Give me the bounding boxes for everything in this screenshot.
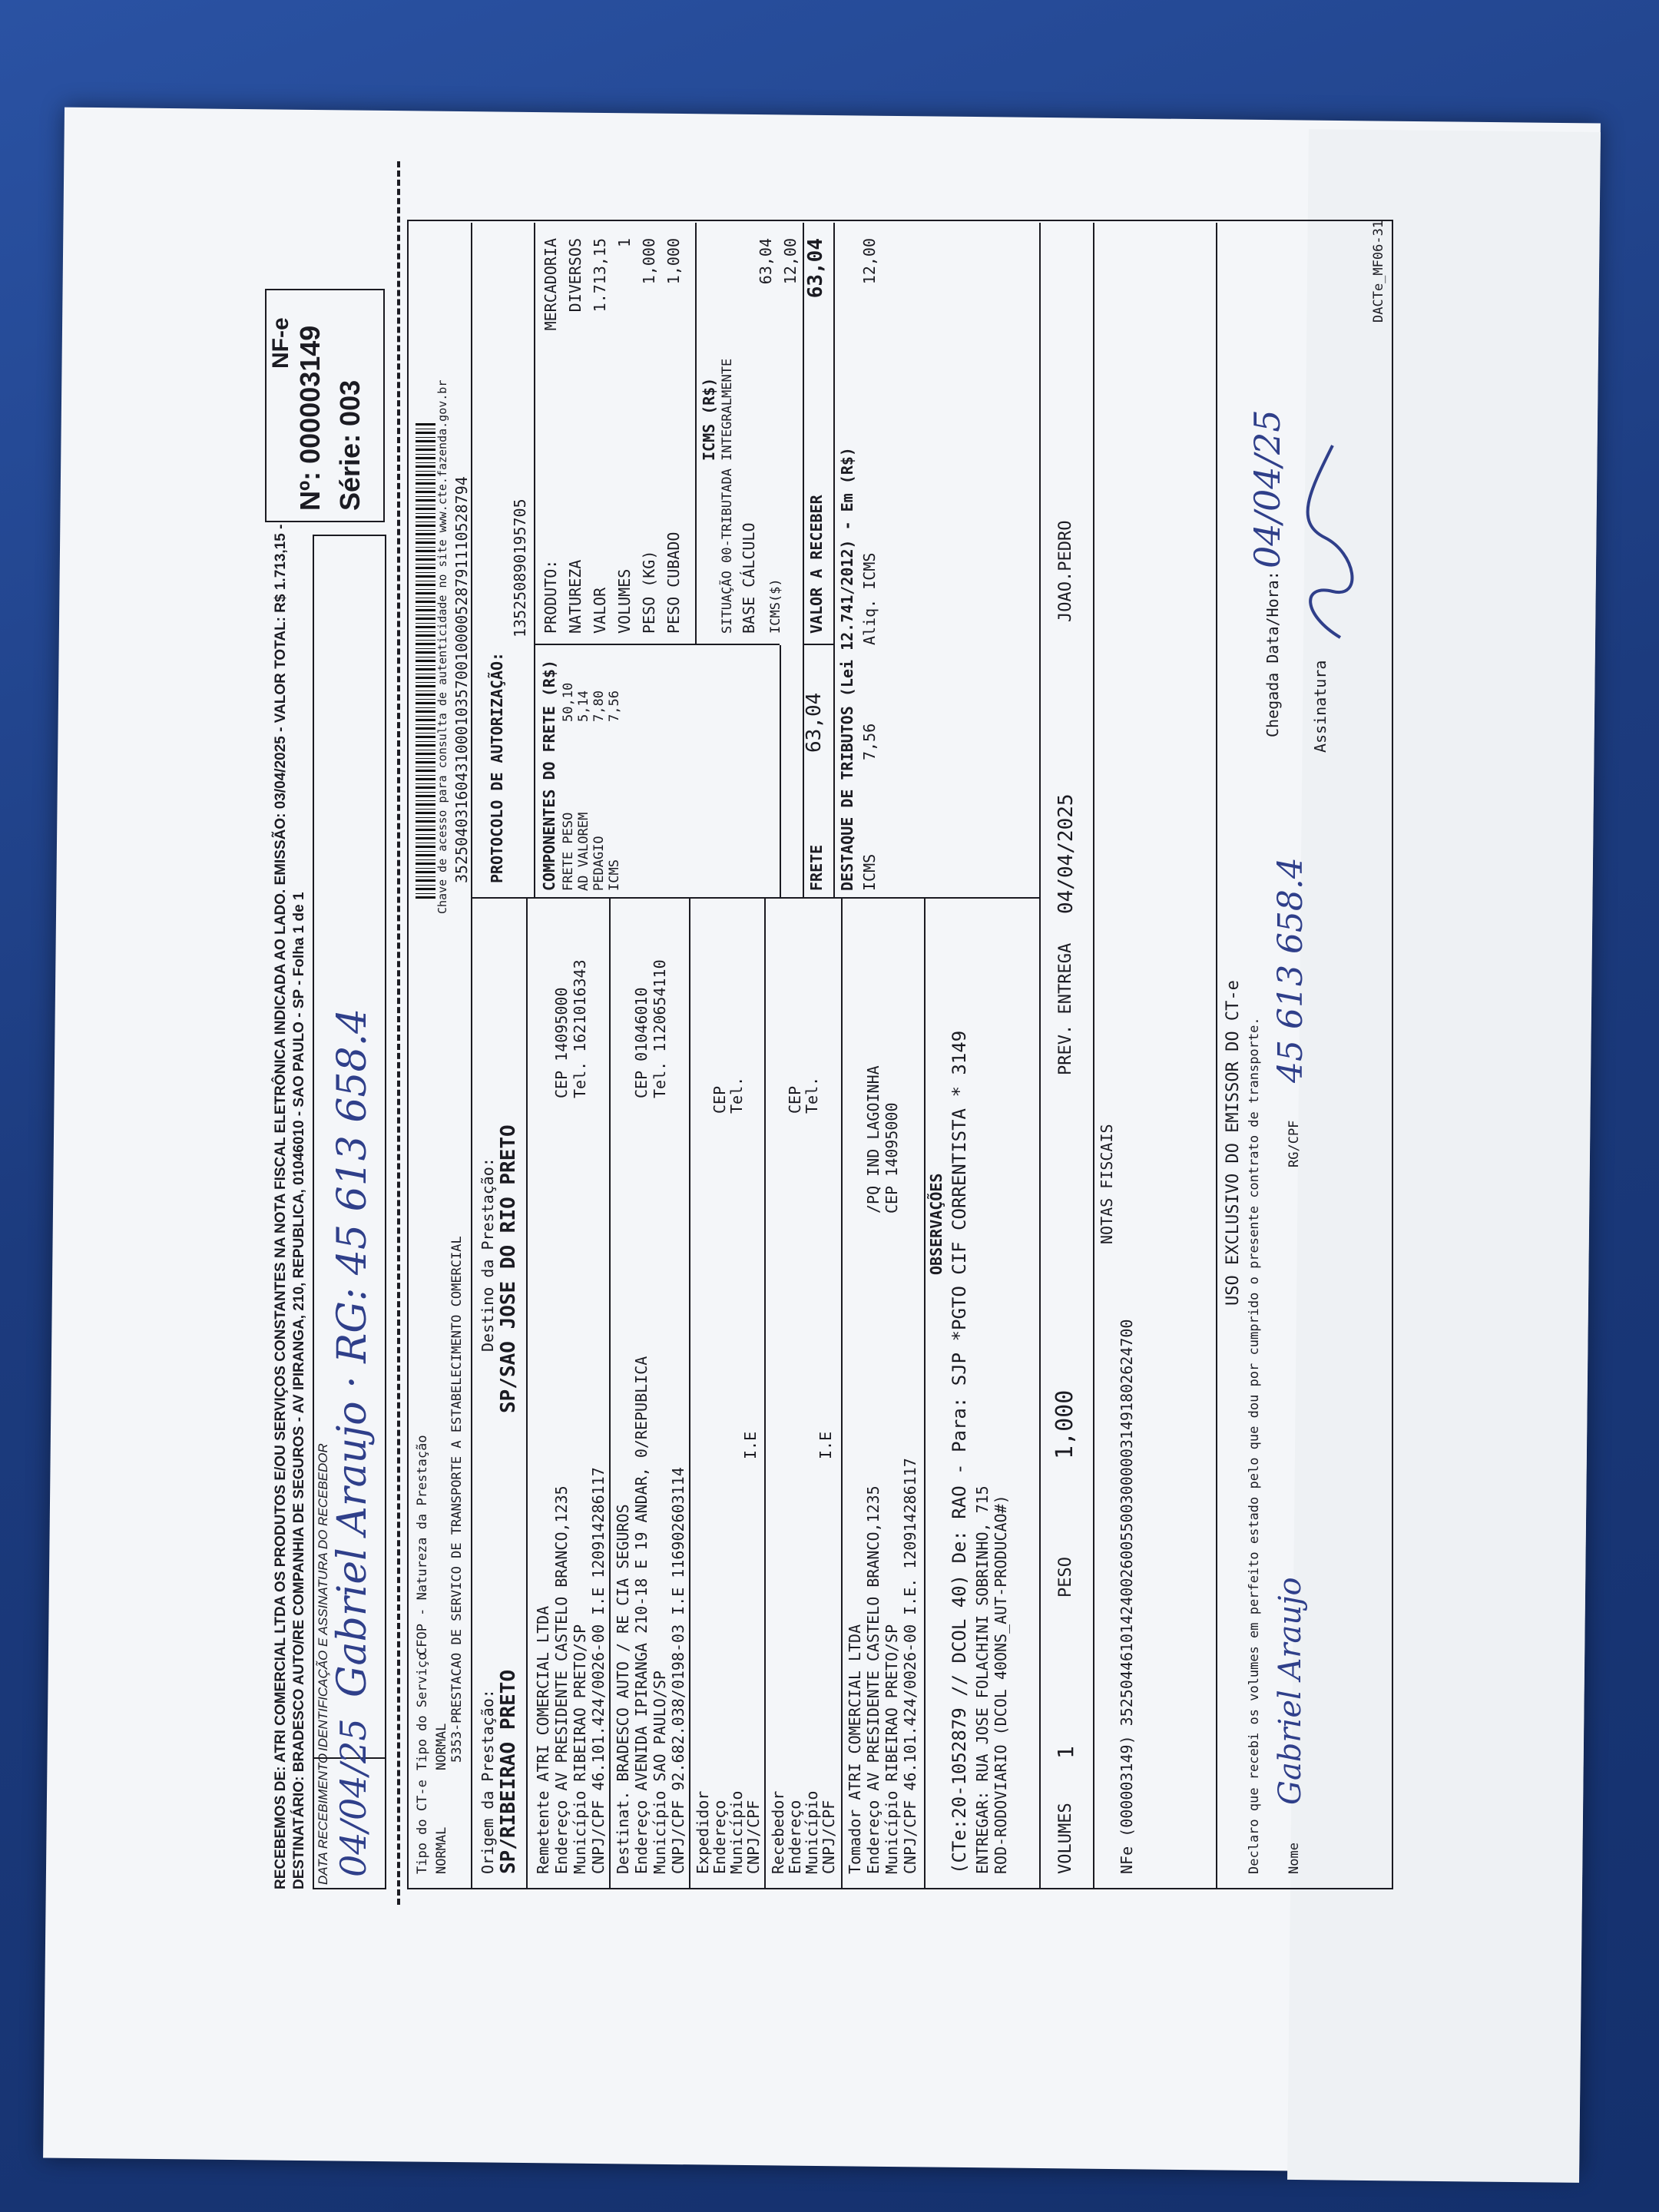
amount-receivable-label: VALOR A RECEBER xyxy=(807,495,826,634)
payer-address: Endereço AV PRESIDENTE CASTELO BRANCO,1235 xyxy=(864,1485,882,1874)
cut-line xyxy=(397,161,400,1905)
component-value: 50,10 xyxy=(561,682,576,722)
name-label: Nome xyxy=(1286,1843,1302,1874)
taxes-icms-label: ICMS xyxy=(860,853,879,891)
shipper-phone-label: Tel. xyxy=(727,1076,746,1114)
invoices-title: NOTAS FISCAIS xyxy=(1098,1124,1116,1244)
date-received-handwritten: 04/04/25 xyxy=(333,1718,374,1877)
icms-value: 12,00 xyxy=(781,238,800,285)
delivery-forecast-label: PREV. ENTREGA xyxy=(1056,942,1075,1075)
receiver-address-label: Endereço xyxy=(786,1800,804,1874)
taxes-title: DESTAQUE DE TRIBUTOS (Lei 12.741/2012) - Em (R$) xyxy=(838,447,856,891)
shipper-ie-label: I.E xyxy=(741,1431,760,1459)
nfe-label: NF-e xyxy=(268,317,293,369)
receiver-ie-label: I.E xyxy=(816,1431,835,1459)
receiver-signature-handwritten: Gabriel Araujo · RG: 45 613 658.4 xyxy=(329,1008,376,1697)
tipo-cte-value: NORMAL xyxy=(434,1826,449,1874)
icms-base-value: 63,04 xyxy=(757,238,775,285)
cte-document xyxy=(265,138,1417,1905)
tipo-servico-value: NORMAL xyxy=(434,1723,449,1770)
cfop-value: 5353-PRESTACAO DE SERVICO DE TRANSPORTE A ESTABELECIMENTO COMERCIAL xyxy=(449,1236,465,1763)
weight-footer-label: PESO xyxy=(1056,1557,1075,1598)
receiver-cnpj-label: CNPJ/CPF xyxy=(820,1800,838,1874)
receiver-sign-label: IDENTIFICAÇÃO E ASSINATURA DO RECEBEDOR xyxy=(316,1443,330,1751)
salesperson: JOAO.PEDRO xyxy=(1056,520,1075,622)
receiver-phone-label: Tel. xyxy=(803,1076,821,1114)
date-received-label: DATA RECEBIMENTO xyxy=(316,1753,330,1885)
component-label: PEDAGIO xyxy=(591,836,607,891)
cubed-weight-label: PESO CUBADO xyxy=(664,531,683,634)
sender-address: Endereço AV PRESIDENTE CASTELO BRANCO,1235 xyxy=(552,1485,571,1874)
payer-district: /PQ IND LAGOINHA xyxy=(864,1065,882,1214)
nfe-number: Nº: 000003149 xyxy=(294,325,326,511)
issuer-use-title: USO EXCLUSIVO DO EMISSOR DO CT-e xyxy=(1224,980,1243,1306)
product-label: PRODUTO: xyxy=(541,559,560,634)
arrival-datetime-label: Chegada Data/Hora: xyxy=(1263,571,1282,737)
product-value: MERCADORIA xyxy=(541,238,560,331)
origin-label: Origem da Prestação: xyxy=(478,1689,497,1874)
declaration-text: Declaro que recebi os volumes em perfeito estado pelo que dou por cumprido o presente contrato de transporte. xyxy=(1247,1017,1262,1874)
observations-route: ROD-RODOVIARIO (DCOL 40ONS_AUT-PRODUCAO#) xyxy=(992,1495,1010,1874)
weight-footer-value: 1,000 xyxy=(1051,1389,1078,1459)
icms-base-label: BASE CÁLCULO xyxy=(740,522,758,634)
shipper-label: Expedidor xyxy=(694,1790,712,1874)
shipper-cep-label: CEP xyxy=(710,1085,729,1114)
component-value: 7,80 xyxy=(591,690,607,722)
recipient-phone: Tel. 1120654110 xyxy=(651,959,669,1098)
receiver-city-label: Município xyxy=(803,1790,821,1874)
sender-city: Município RIBEIRAO PRETO/SP xyxy=(571,1624,589,1874)
freight-label: FRETE xyxy=(807,844,826,891)
sender-cnpj: CNPJ/CPF 46.101.424/0026-00 I.E 120914286117 xyxy=(589,1467,608,1874)
form-code: DACTe_MF06-31 xyxy=(1371,220,1386,323)
component-value: 5,14 xyxy=(576,690,591,722)
cfop-label: CFOP - Natureza da Prestação xyxy=(415,1435,430,1655)
icms-box-title: ICMS (R$) xyxy=(700,377,718,461)
freight-value: 63,04 xyxy=(803,692,826,753)
access-key-value: 35250403160431000103570010000528791110528794 xyxy=(452,476,471,883)
nature-value: DIVERSOS xyxy=(566,238,584,313)
shipper-cnpj-label: CNPJ/CPF xyxy=(744,1800,763,1874)
volumes-value: 1 xyxy=(615,238,634,248)
volumes-footer-value: 1 xyxy=(1053,1746,1078,1759)
tipo-servico-label: Tipo do Serviço xyxy=(415,1652,430,1770)
name-handwritten: Gabriel Araujo xyxy=(1273,1577,1308,1805)
arrival-datetime-handwritten: 04/04/25 xyxy=(1247,409,1288,568)
receipt-destinatario: DESTINATÁRIO: BRADESCO AUTO/RE COMPANHIA DE SEGUROS - AV IPIRANGA, 210, REPUBLICA, 01046010 - SAO PAULO - SP - Folha 1 de 1 xyxy=(291,892,307,1889)
cte-frame xyxy=(407,220,1393,1889)
receipt-text: RECEBEMOS DE: ATRI COMERCIAL LTDA OS PRODUTOS E/OU SERVIÇOS CONSTANTES NA NOTA FISCAL ELETRÔNICA INDICADA AO LADO. EMISSÃO: 03/04/2025 - VALOR TOTAL: R$ 1.713,15 - xyxy=(273,524,289,1889)
origin-value: SP/RIBEIRAO PRETO xyxy=(497,1669,520,1874)
sender-name: Remetente ATRI COMERCIAL LTDA xyxy=(534,1605,552,1874)
volumes-label: VOLUMES xyxy=(615,568,634,634)
freight-components-title: COMPONENTES DO FRETE (R$) xyxy=(540,659,558,891)
component-value: 7,56 xyxy=(607,690,622,722)
component-label: AD VALOREM xyxy=(576,812,591,891)
protocol-label: PROTOCOLO DE AUTORIZAÇÃO: xyxy=(488,651,506,883)
id-handwritten: 45 613 658.4 xyxy=(1271,857,1310,1083)
icms-label: ICMS($) xyxy=(768,578,783,634)
payer-name: Tomador ATRI COMERCIAL LTDA xyxy=(846,1624,864,1874)
recipient-city: Município SAO PAULO/SP xyxy=(651,1671,669,1874)
signature-label: Assinatura xyxy=(1311,660,1330,753)
invoice-key: NFe (000003149) 35250446101424002600550030000031491802624700 xyxy=(1118,1319,1136,1874)
protocol-value: 135250890195705 xyxy=(511,498,529,637)
amount-receivable-value: 63,04 xyxy=(804,238,827,299)
recipient-name: Destinat. BRADESCO AUTO / RE CIA SEGUROS xyxy=(614,1504,632,1874)
access-key-label: Chave de acesso para consulta de autenticidade no site www.cte.fazenda.gov.br xyxy=(435,379,449,914)
component-label: FRETE PESO xyxy=(561,812,576,891)
sender-phone: Tel. 1621016343 xyxy=(571,959,589,1098)
payer-city: Município RIBEIRAO PRETO/SP xyxy=(882,1624,901,1874)
cubed-weight-value: 1,000 xyxy=(664,238,683,285)
destination-label: Destino da Prestação: xyxy=(478,1157,497,1352)
observations-delivery: ENTREGAR: RUA JOSE FOLACHINI SOBRINHO, 715 xyxy=(973,1485,992,1874)
id-label: RG/CPF xyxy=(1286,1120,1302,1167)
component-label: ICMS xyxy=(607,859,622,891)
destination-value: SP/SAO JOSE DO RIO PRETO xyxy=(497,1124,520,1413)
recipient-cnpj: CNPJ/CPF 92.682.038/0198-03 I.E 116902603114 xyxy=(669,1467,687,1874)
cargo-value: 1.713,15 xyxy=(591,238,609,313)
volumes-footer-label: VOLUMES xyxy=(1056,1803,1075,1874)
nature-label: NATUREZA xyxy=(566,559,584,634)
cargo-value-label: VALOR xyxy=(591,587,609,634)
observations-title: OBSERVAÇÕES xyxy=(927,1173,945,1275)
weight-label: PESO (KG) xyxy=(640,550,658,634)
nfe-serie: Série: 003 xyxy=(334,379,366,511)
tipo-cte-label: Tipo do CT-e xyxy=(415,1780,430,1874)
recipient-address: Endereço AVENIDA IPIRANGA 210-18 E 19 ANDAR, 0/REPUBLICA xyxy=(632,1356,651,1874)
payer-cnpj: CNPJ/CPF 46.101.424/0026-00 I.E. 120914286117 xyxy=(901,1458,919,1874)
shipper-address-label: Endereço xyxy=(710,1800,729,1874)
observations-line: (CTe:20-1052879 // DCOL 40) De: RAO - Para: SJP *PGTO CIF CORRENTISTA * 3149 xyxy=(949,1030,970,1874)
shipper-city-label: Município xyxy=(727,1790,746,1874)
icms-situation: SITUAÇÃO 00-TRIBUTADA INTEGRALMENTE xyxy=(720,358,735,634)
taxes-rate-label: Aliq. ICMS xyxy=(860,552,879,645)
taxes-rate-value: 12,00 xyxy=(860,238,879,285)
receiver-cep-label: CEP xyxy=(786,1085,804,1114)
taxes-icms-value: 7,56 xyxy=(860,723,879,760)
weight-value: 1,000 xyxy=(640,238,658,285)
sender-cep: CEP 14095000 xyxy=(552,987,571,1098)
payer-cep: CEP 14095000 xyxy=(882,1102,901,1214)
receiver-label: Recebedor xyxy=(769,1790,787,1874)
recipient-cep: CEP 01046010 xyxy=(632,987,651,1098)
delivery-forecast-value: 04/04/2025 xyxy=(1055,793,1078,914)
